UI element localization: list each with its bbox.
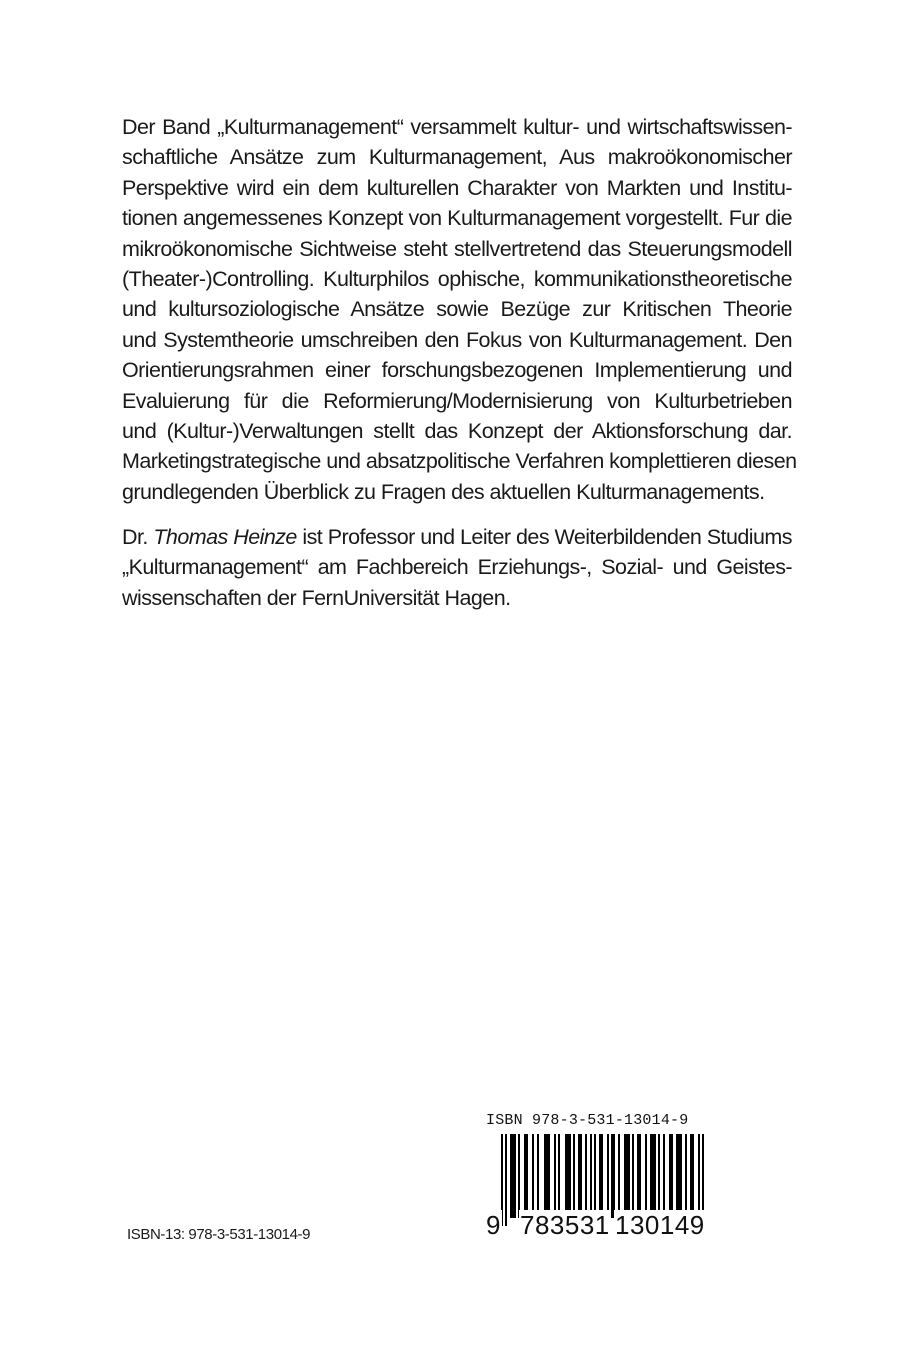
blurb-line: mikroökonomische Sichtweise steht stellvertretend das Steuerungsmodell (122, 236, 792, 261)
author-bio-line: wissenschaften der FernUniversität Hagen. (122, 585, 511, 610)
blurb-line: tionen angemessenes Konzept von Kulturmanagement vorgestellt. Fur die (122, 206, 792, 231)
author-bio-text: ist Professor und Leiter des Weiterbildenden Studiums (296, 525, 792, 549)
author-title: Dr. (122, 525, 154, 549)
author-bio-line (122, 522, 792, 552)
blurb-line: Orientierungsrahmen einer forschungsbezogenen Implementierung und (122, 358, 792, 383)
blurb-line: Marketingstrategische und absatzpolitische Verfahren komplettieren diesen (122, 449, 797, 474)
blurb-line: grundlegenden Überblick zu Fragen des aktuellen Kulturmanagements. (122, 479, 765, 504)
blurb-line: und Systemtheorie umschreiben den Fokus von Kulturmanagement. Den (122, 327, 792, 352)
blurb-line: (Theater-)Controlling. Kulturphilos ophische, kommunikationstheoretische (122, 266, 792, 291)
book-blurb (122, 112, 797, 507)
barcode-isbn-label: ISBN 978-3-531-13014-9 (486, 1112, 689, 1129)
isbn-barcode (478, 1112, 738, 1242)
barcode-first-digit: 9 (486, 1210, 501, 1240)
blurb-line: und (Kultur-)Verwaltungen stellt das Konzept der Aktionsforschung dar. (122, 418, 792, 443)
author-name: Thomas Heinze (153, 525, 297, 549)
blurb-line: Evaluierung für die Reformierung/Modernisierung von Kulturbetrieben (122, 388, 792, 413)
author-bio (122, 522, 792, 613)
author-bio-line: „Kulturmanagement“ am Fachbereich Erziehungs-, Sozial- und Geistes- (122, 555, 792, 580)
barcode-left-digits: 783531 (520, 1210, 610, 1240)
blurb-line: Der Band „Kulturmanagement“ versammelt kultur- und wirtschaftswissen- (122, 115, 792, 139)
blurb-line: Perspektive wird ein dem kulturellen Charakter von Markten und Institu- (122, 175, 792, 200)
blurb-line: und kultursoziologische Ansätze sowie Bezüge zur Kritischen Theorie (122, 297, 792, 322)
blurb-line: schaftliche Ansätze zum Kulturmanagement, Aus makroökonomischer (122, 145, 792, 170)
barcode-right-digits: 130149 (615, 1210, 705, 1240)
isbn13-label: ISBN-13: 978-3-531-13014-9 (127, 1226, 311, 1243)
